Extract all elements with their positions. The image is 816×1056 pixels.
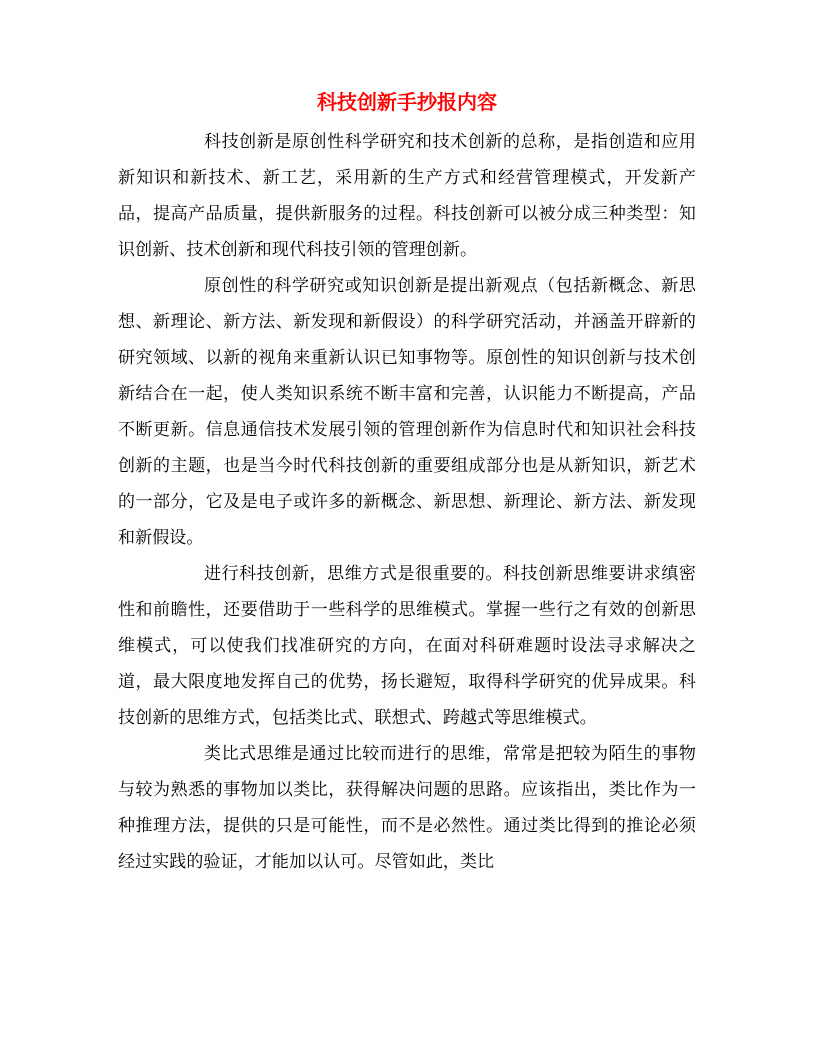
paragraph-2: 原创性的科学研究或知识创新是提出新观点（包括新概念、新思想、新理论、新方法、新发现和新假设）的科学研究活动，并涵盖开辟新的研究领域、以新的视角来重新认识已知事物等。原创性的知识创新与技术创新结合在一起，使人类知识系统不断丰富和完善，认识能力不断提高，产品不断更新。信息通信技术发展引领的管理创新作为信息时代和知识社会科技创新的主题，也是当今时代科技创新的重要组成部分也是从新知识，新艺术的一部分，它及是电子或许多的新概念、新思想、新理论、新方法、新发现和新假设。 [118,276,696,548]
paragraph-1: 科技创新是原创性科学研究和技术创新的总称，是指创造和应用新知识和新技术、新工艺，采用新的生产方式和经营管理模式，开发新产品，提高产品质量，提供新服务的过程。科技创新可以被分成三种类型：知识创新、技术创新和现代科技引领的管理创新。 [118,132,696,260]
paragraph-3: 进行科技创新，思维方式是很重要的。科技创新思维要讲求缜密性和前瞻性，还要借助于一些科学的思维模式。掌握一些行之有效的创新思维模式，可以使我们找准研究的方向，在面对科研难题时设法寻求解决之道，最大限度地发挥自己的优势，扬长避短，取得科学研究的优异成果。科技创新的思维方式，包括类比式、联想式、跨越式等思维模式。 [118,564,696,728]
document-page [118,88,696,880]
document-title: 科技创新手抄报内容 [317,90,497,114]
paragraph-4: 类比式思维是通过比较而进行的思维，常常是把较为陌生的事物与较为熟悉的事物加以类比，获得解决问题的思路。应该指出，类比作为一种推理方法，提供的只是可能性，而不是必然性。通过类比得到的推论必须经过实践的验证，才能加以认可。尽管如此，类比 [118,744,696,872]
